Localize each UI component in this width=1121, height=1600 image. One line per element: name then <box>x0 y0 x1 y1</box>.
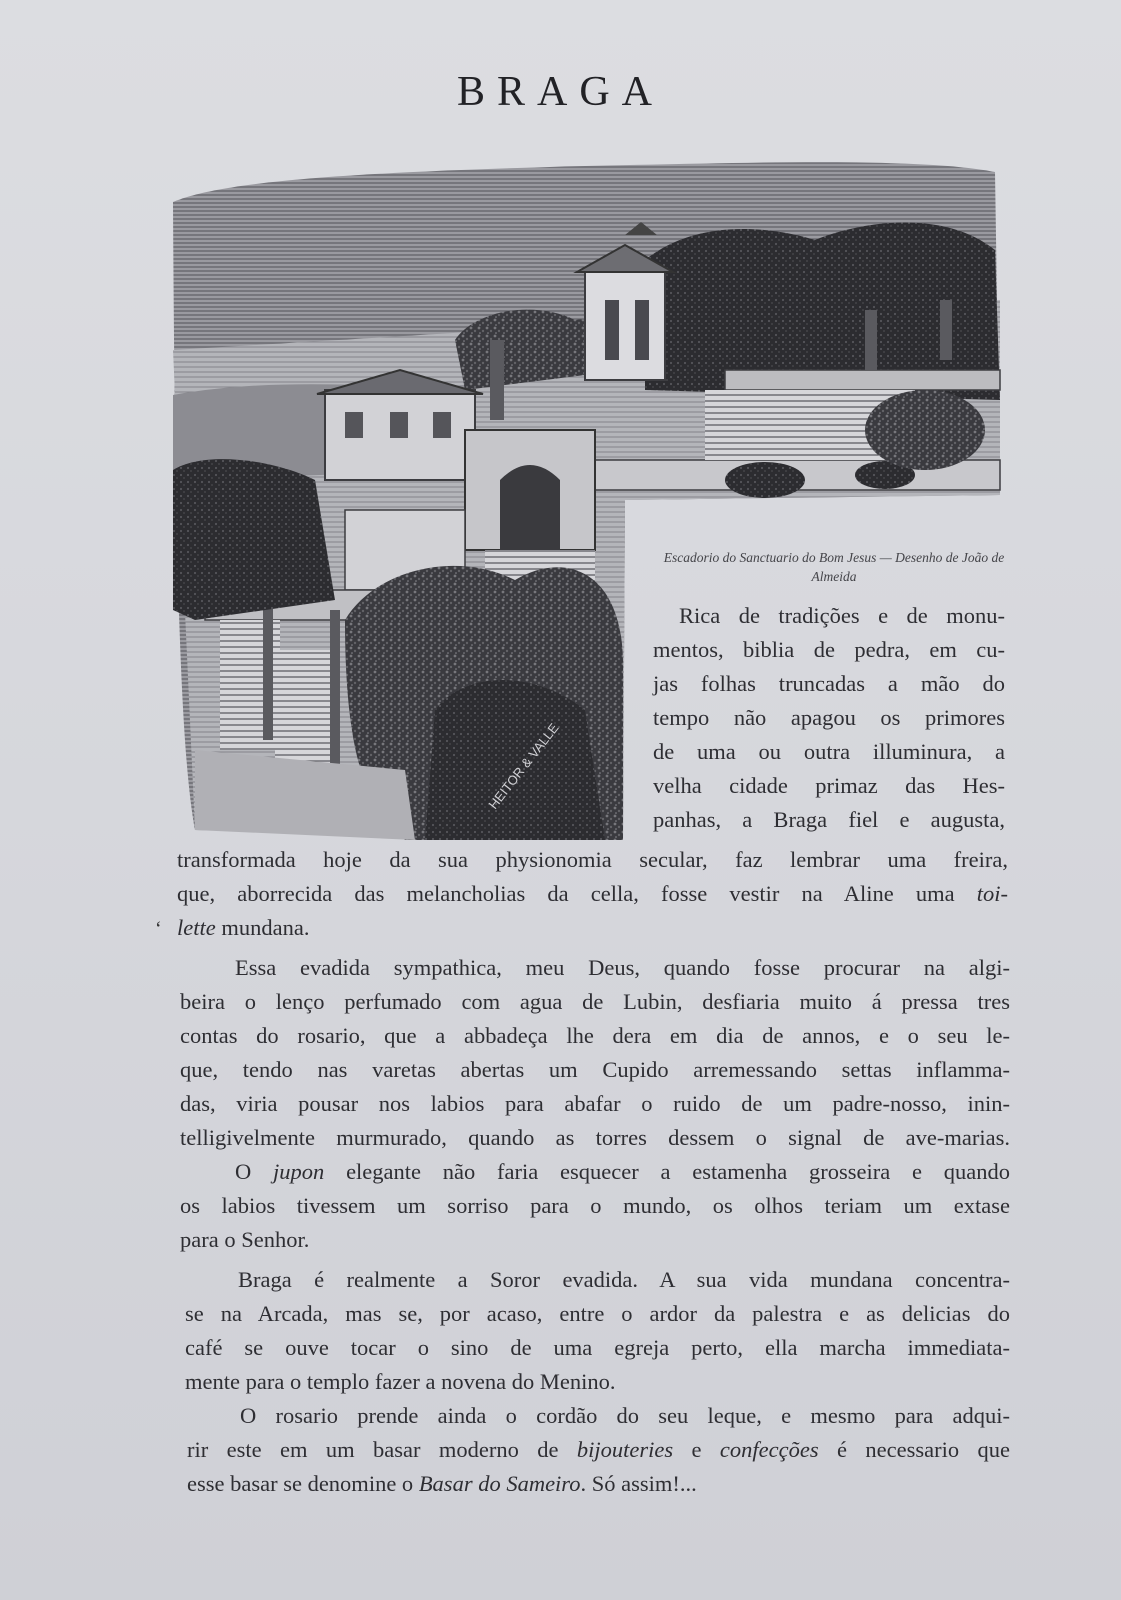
text-line: Essa evadida sympathica, meu Deus, quando fosse procurar na algi- <box>235 955 1010 980</box>
text-line: beira o lenço perfumado com agua de Lubin, desfiaria muito á pressa tres <box>180 989 1010 1014</box>
text-line: que, tendo nas varetas abertas um Cupido arremessando settas inflamma- <box>180 1057 1010 1082</box>
text-line: de uma ou outra illuminura, a <box>653 739 1005 764</box>
text-line: velha cidade primaz das Hes- <box>653 773 1005 798</box>
text-line: para o Senhor. <box>180 1227 310 1252</box>
text-line: esse basar se denomine o Basar do Sameiro. Só assim!... <box>187 1471 697 1496</box>
text-line: tempo não apagou os primores <box>653 705 1005 730</box>
page-title: BRAGA <box>456 69 665 115</box>
text-line: que, aborrecida das melancholias da cella, fosse vestir na Aline uma toi- <box>177 881 1008 906</box>
illustration-caption: Escadorio do Sanctuario do Bom Jesus — Desenho de João de Almeida <box>663 550 1005 584</box>
text-line: Braga é realmente a Soror evadida. A sua vida mundana concentra- <box>238 1267 1010 1292</box>
text-line: café se ouve tocar o sino de uma egreja perto, ella marcha immediata- <box>185 1335 1010 1360</box>
text-line: panhas, a Braga fiel e augusta, <box>653 807 1005 832</box>
text-line: se na Arcada, mas se, por acaso, entre o ardor da palestra e as delicias do <box>185 1301 1010 1326</box>
text-line: O jupon elegante não faria esquecer a estamenha grosseira e quando <box>235 1159 1010 1184</box>
text-line: Rica de tradições e de monu- <box>679 603 1005 628</box>
text-line: O rosario prende ainda o cordão do seu leque, e mesmo para adqui- <box>240 1403 1010 1428</box>
text-line: contas do rosario, que a abbadeça lhe dera em dia de annos, e o seu le- <box>180 1023 1010 1048</box>
text-line: os labios tivessem um sorriso para o mundo, os olhos teriam um extase <box>180 1193 1010 1218</box>
text-line: mentos, biblia de pedra, em cu- <box>653 637 1005 662</box>
text-line: jas folhas truncadas a mão do <box>653 671 1005 696</box>
text-line: das, viria pousar nos labios para abafar o ruido de um padre-nosso, inin- <box>180 1091 1010 1116</box>
text-line: transformada hoje da sua physionomia secular, faz lembrar uma freira, <box>177 847 1008 872</box>
engraver-signature: HEITOR & VALLE <box>485 720 562 812</box>
text-line: mente para o templo fazer a novena do Menino. <box>185 1369 616 1394</box>
text-line: rir este em um basar moderno de bijouteries e confecções é necessario que <box>187 1437 1010 1462</box>
text-line: telligivelmente murmurado, quando as torres dessem o signal de ave-marias. <box>180 1125 1010 1150</box>
margin-mark: ‘ <box>155 918 162 940</box>
text-line: lette mundana. <box>177 915 310 940</box>
